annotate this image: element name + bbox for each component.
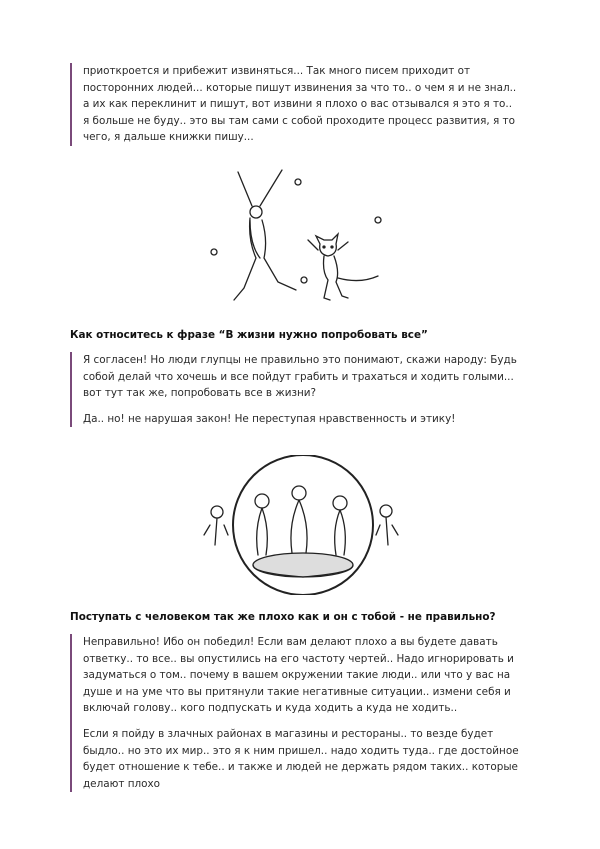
text-line: чего, я дальше книжки пишу... (83, 131, 254, 144)
quote-block-3 (70, 634, 519, 792)
text-line: а их как переклинит и пишут, вот извини я плохо о вас отзывался я это я то.. (83, 98, 512, 111)
section-heading: Поступать с человеком так же плохо как и он с тобой - не правильно? (70, 611, 496, 623)
text-line: Я согласен! Но люди глупцы не правильно это понимают, скажи народу: Будь (83, 354, 517, 366)
text-line: я больше не буду.. это вы там сами с собой проходите процесс развития, я то (83, 114, 515, 127)
text-line: быдло.. но это их мир.. это я к ним пришел.. надо ходить туда.. где достойное (83, 744, 519, 757)
quote-paragraph (83, 726, 519, 792)
text-line: задуматься о том.. почему в вашем окружении такие люди.. или что у вас на (83, 669, 511, 682)
illustration-people-in-circle (200, 455, 405, 595)
text-line: посторонних людей... которые пишут извинения за что то.. о чем я и не знал.. (83, 81, 517, 94)
quote-paragraph (83, 63, 516, 146)
text-line: делают плохо (83, 777, 160, 790)
text-line: собой делай что хочешь и все пойдут грабить и трахаться и ходить голыми... (83, 370, 514, 383)
text-line: приоткроется и прибежит извиняться... Так много писем приходит от (83, 65, 471, 77)
text-line: Неправильно! Ибо он победил! Если вам делают плохо а вы будете давать (83, 636, 498, 648)
illustration-dancing-man-and-cat (200, 160, 400, 310)
quote-paragraph (83, 411, 517, 428)
text-line: ответку.. то все.. вы опустились на его частоту чертей.. Надо игнорировать и (83, 652, 514, 665)
quote-block-1 (70, 63, 516, 146)
text-line: включай голову.. кого подпускать и куда ходить а куда не ходить.. (83, 702, 458, 715)
text-line: вот тут так же, попробовать все в жизни? (83, 387, 317, 400)
quote-paragraph (83, 634, 519, 717)
quote-block-2 (70, 352, 517, 427)
text-line: будет отношение к тебе.. и также и людей не держать рядом таких.. которые (83, 761, 518, 774)
text-line: Да.. но! не нарушая закон! Не переступая нравственность и этику! (83, 412, 456, 425)
section-heading: Как относитесь к фразе “В жизни нужно попробовать все” (70, 329, 428, 341)
text-line: Если я пойду в злачных районах в магазины и рестораны.. то везде будет (83, 727, 494, 740)
quote-paragraph (83, 352, 517, 402)
text-line: душе и на уме что вы притянули такие негативные ситуации.. измени себя и (83, 685, 511, 698)
